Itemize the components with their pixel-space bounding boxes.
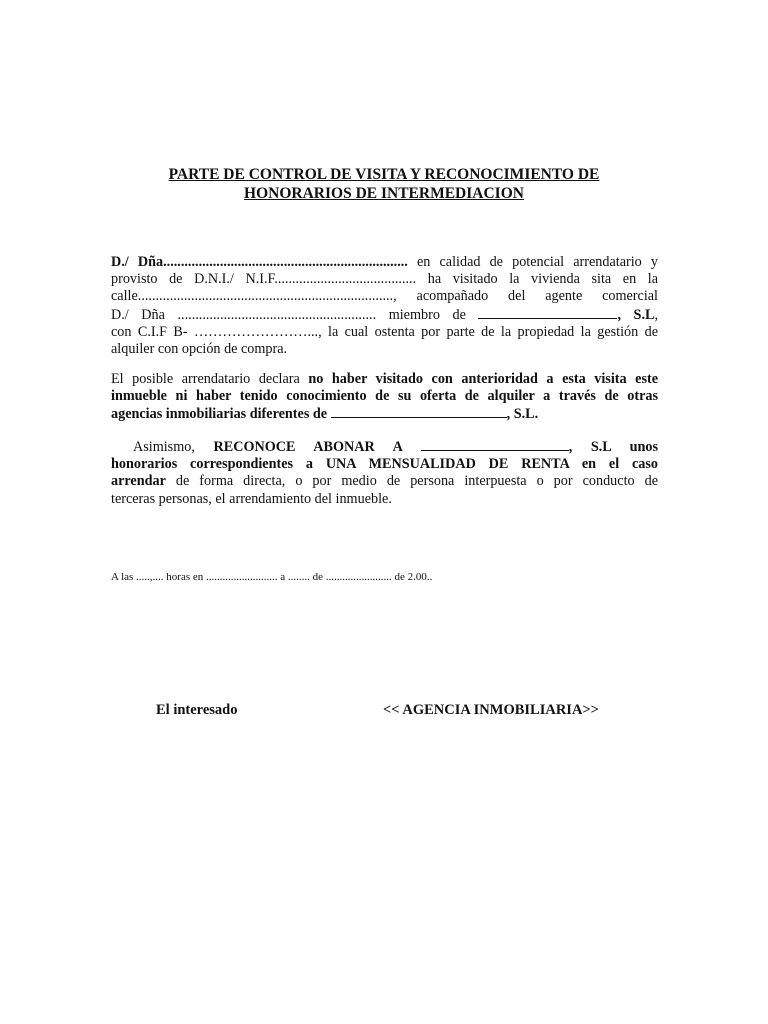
fees-suffix: , S.L unos — [568, 439, 658, 455]
declaration-line-2: inmueble ni haber tenido conocimiento de su oferta de alquiler a través de otras — [111, 388, 658, 405]
fees-recognize: RECONOCE ABONAR A — [213, 439, 421, 455]
declaration-intro: El posible arrendatario declara — [111, 371, 309, 387]
fees-rent-word: arrendar — [111, 473, 166, 490]
agent-name-field: D./ Dña ........................................................ miembro de — [111, 306, 479, 323]
document-title — [100, 165, 668, 203]
fees-line-3 — [111, 473, 658, 490]
declaration-line-1 — [111, 371, 658, 388]
agency-suffix-2: , S.L. — [506, 406, 539, 423]
signature-interested: El interesado — [156, 702, 238, 718]
signature-agency: << AGENCIA INMOBILIARIA>> — [383, 702, 599, 718]
visitor-line-3: calle........................................................................, acompañado del agente comercial — [111, 288, 658, 305]
visitor-line-2: provisto de D.N.I./ N.I.F........................................ ha visitado la vivienda sita en la — [111, 271, 658, 288]
declaration-paragraph — [111, 371, 658, 424]
comma: , — [654, 306, 658, 323]
date-time-line: A las .....,.... horas en .......................... a ........ de ........................ de 2.00.. — [111, 571, 433, 583]
title-line-2: HONORARIOS DE INTERMEDIACION — [244, 185, 524, 202]
visitor-line-1-text: en calidad de potencial arrendatario y — [407, 254, 658, 270]
title-line-1: PARTE DE CONTROL DE VISITA Y RECONOCIMIENTO DE — [168, 166, 600, 183]
visitor-line-4 — [111, 306, 658, 324]
declaration-bold-1: no haber visitado con anterioridad a esta visita este — [308, 371, 658, 387]
visitor-line-1 — [111, 254, 658, 271]
visitor-line-6: alquiler con opción de compra. — [111, 341, 288, 358]
fees-line-1 — [111, 438, 658, 456]
agency-blank — [478, 306, 617, 319]
declaration-line-3 — [111, 405, 658, 423]
agency-blank-3 — [421, 438, 569, 451]
fees-line-4: terceras personas, el arrendamiento del inmueble. — [111, 490, 392, 507]
visitor-line-5: con C.I.F B- ……………………..., la cual ostenta por parte de la propiedad la gestión de — [111, 323, 658, 340]
fees-paragraph — [111, 438, 658, 508]
visitor-name-field: D./ Dña..................................................................... — [111, 254, 408, 270]
fees-intro: Asimismo, — [133, 439, 214, 455]
agency-blank-2 — [331, 405, 507, 418]
fees-line-3-text: de forma directa, o por medio de persona interpuesta o por conducto de — [165, 473, 658, 490]
agency-suffix: , S.L — [617, 306, 655, 323]
fees-line-2: honorarios correspondientes a UNA MENSUALIDAD DE RENTA en el caso — [111, 456, 658, 473]
declaration-bold-3: agencias inmobiliarias diferentes de — [111, 406, 331, 423]
visitor-paragraph — [111, 254, 658, 358]
